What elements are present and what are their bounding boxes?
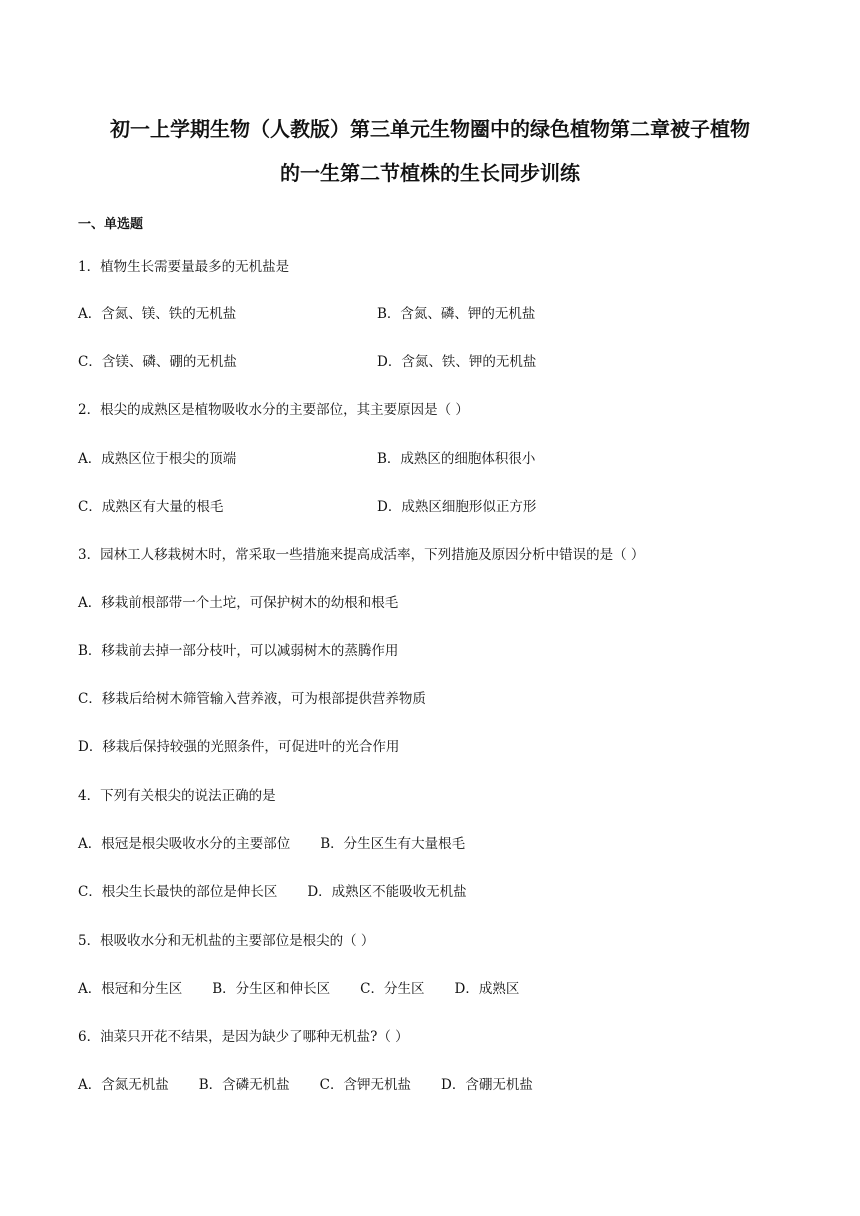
question-3-stem: 3．园林工人移栽树木时，常采取一些措施来提高成活率，下列措施及原因分析中错误的是（ ）	[78, 547, 645, 563]
question-6-option-a: A．含氮无机盐	[78, 1077, 169, 1093]
question-5-option-c: C．分生区	[360, 981, 425, 997]
question-6-option-d: D．含硼无机盐	[441, 1077, 533, 1093]
question-6-option-c: C．含钾无机盐	[319, 1077, 412, 1093]
question-5-option-d: D．成熟区	[454, 981, 520, 997]
question-4-option-b: B．分生区生有大量根毛	[320, 836, 466, 852]
question-5-stem: 5．根吸收水分和无机盐的主要部位是根尖的（ ）	[78, 933, 375, 949]
question-2-option-c: C．成熟区有大量的根毛	[78, 499, 224, 515]
document-title-line-2: 的一生第二节植株的生长同步训练	[280, 161, 580, 185]
question-1-option-b: B．含氮、磷、钾的无机盐	[377, 306, 536, 322]
question-4-options-row-2	[78, 883, 467, 901]
question-3-option-b: B．移栽前去掉一部分枝叶，可以减弱树木的蒸腾作用	[78, 643, 399, 659]
question-6-option-b: B．含磷无机盐	[198, 1077, 290, 1093]
question-4-option-d: D．成熟区不能吸收无机盐	[307, 884, 467, 900]
question-6-options-row	[78, 1076, 533, 1094]
question-3-option-c: C．移栽后给树木筛管输入营养液，可为根部提供营养物质	[78, 691, 426, 707]
question-3-option-d: D．移栽后保持较强的光照条件，可促进叶的光合作用	[78, 739, 400, 755]
question-4-option-a: A．根冠是根尖吸收水分的主要部位	[78, 836, 291, 852]
question-6-stem: 6．油菜只开花不结果，是因为缺少了哪种无机盐?（ ）	[78, 1029, 409, 1045]
question-3-option-a: A．移栽前根部带一个土坨，可保护树木的幼根和根毛	[78, 595, 399, 611]
section-heading: 一、单选题	[78, 217, 144, 232]
question-1-option-a: A．含氮、镁、铁的无机盐	[78, 306, 237, 322]
question-2-option-d: D．成熟区细胞形似正方形	[377, 499, 537, 515]
question-2-stem: 2．根尖的成熟区是植物吸收水分的主要部位，其主要原因是（ ）	[78, 402, 469, 418]
question-4-stem: 4．下列有关根尖的说法正确的是	[78, 788, 276, 804]
question-5-option-a: A．根冠和分生区	[78, 981, 183, 997]
question-4-options-row-1	[78, 835, 465, 853]
question-1-stem: 1．植物生长需要量最多的无机盐是	[78, 259, 290, 275]
document-title-line-1: 初一上学期生物（人教版）第三单元生物圈中的绿色植物第二章被子植物	[110, 117, 750, 141]
question-2-option-a: A．成熟区位于根尖的顶端	[78, 451, 237, 467]
question-5-options-row	[78, 980, 519, 998]
question-1-option-c: C．含镁、磷、硼的无机盐	[78, 354, 237, 370]
question-4-option-c: C．根尖生长最快的部位是伸长区	[78, 884, 278, 900]
question-5-option-b: B．分生区和伸长区	[212, 981, 331, 997]
question-2-option-b: B．成熟区的细胞体积很小	[377, 451, 536, 467]
question-1-option-d: D．含氮、铁、钾的无机盐	[377, 354, 537, 370]
